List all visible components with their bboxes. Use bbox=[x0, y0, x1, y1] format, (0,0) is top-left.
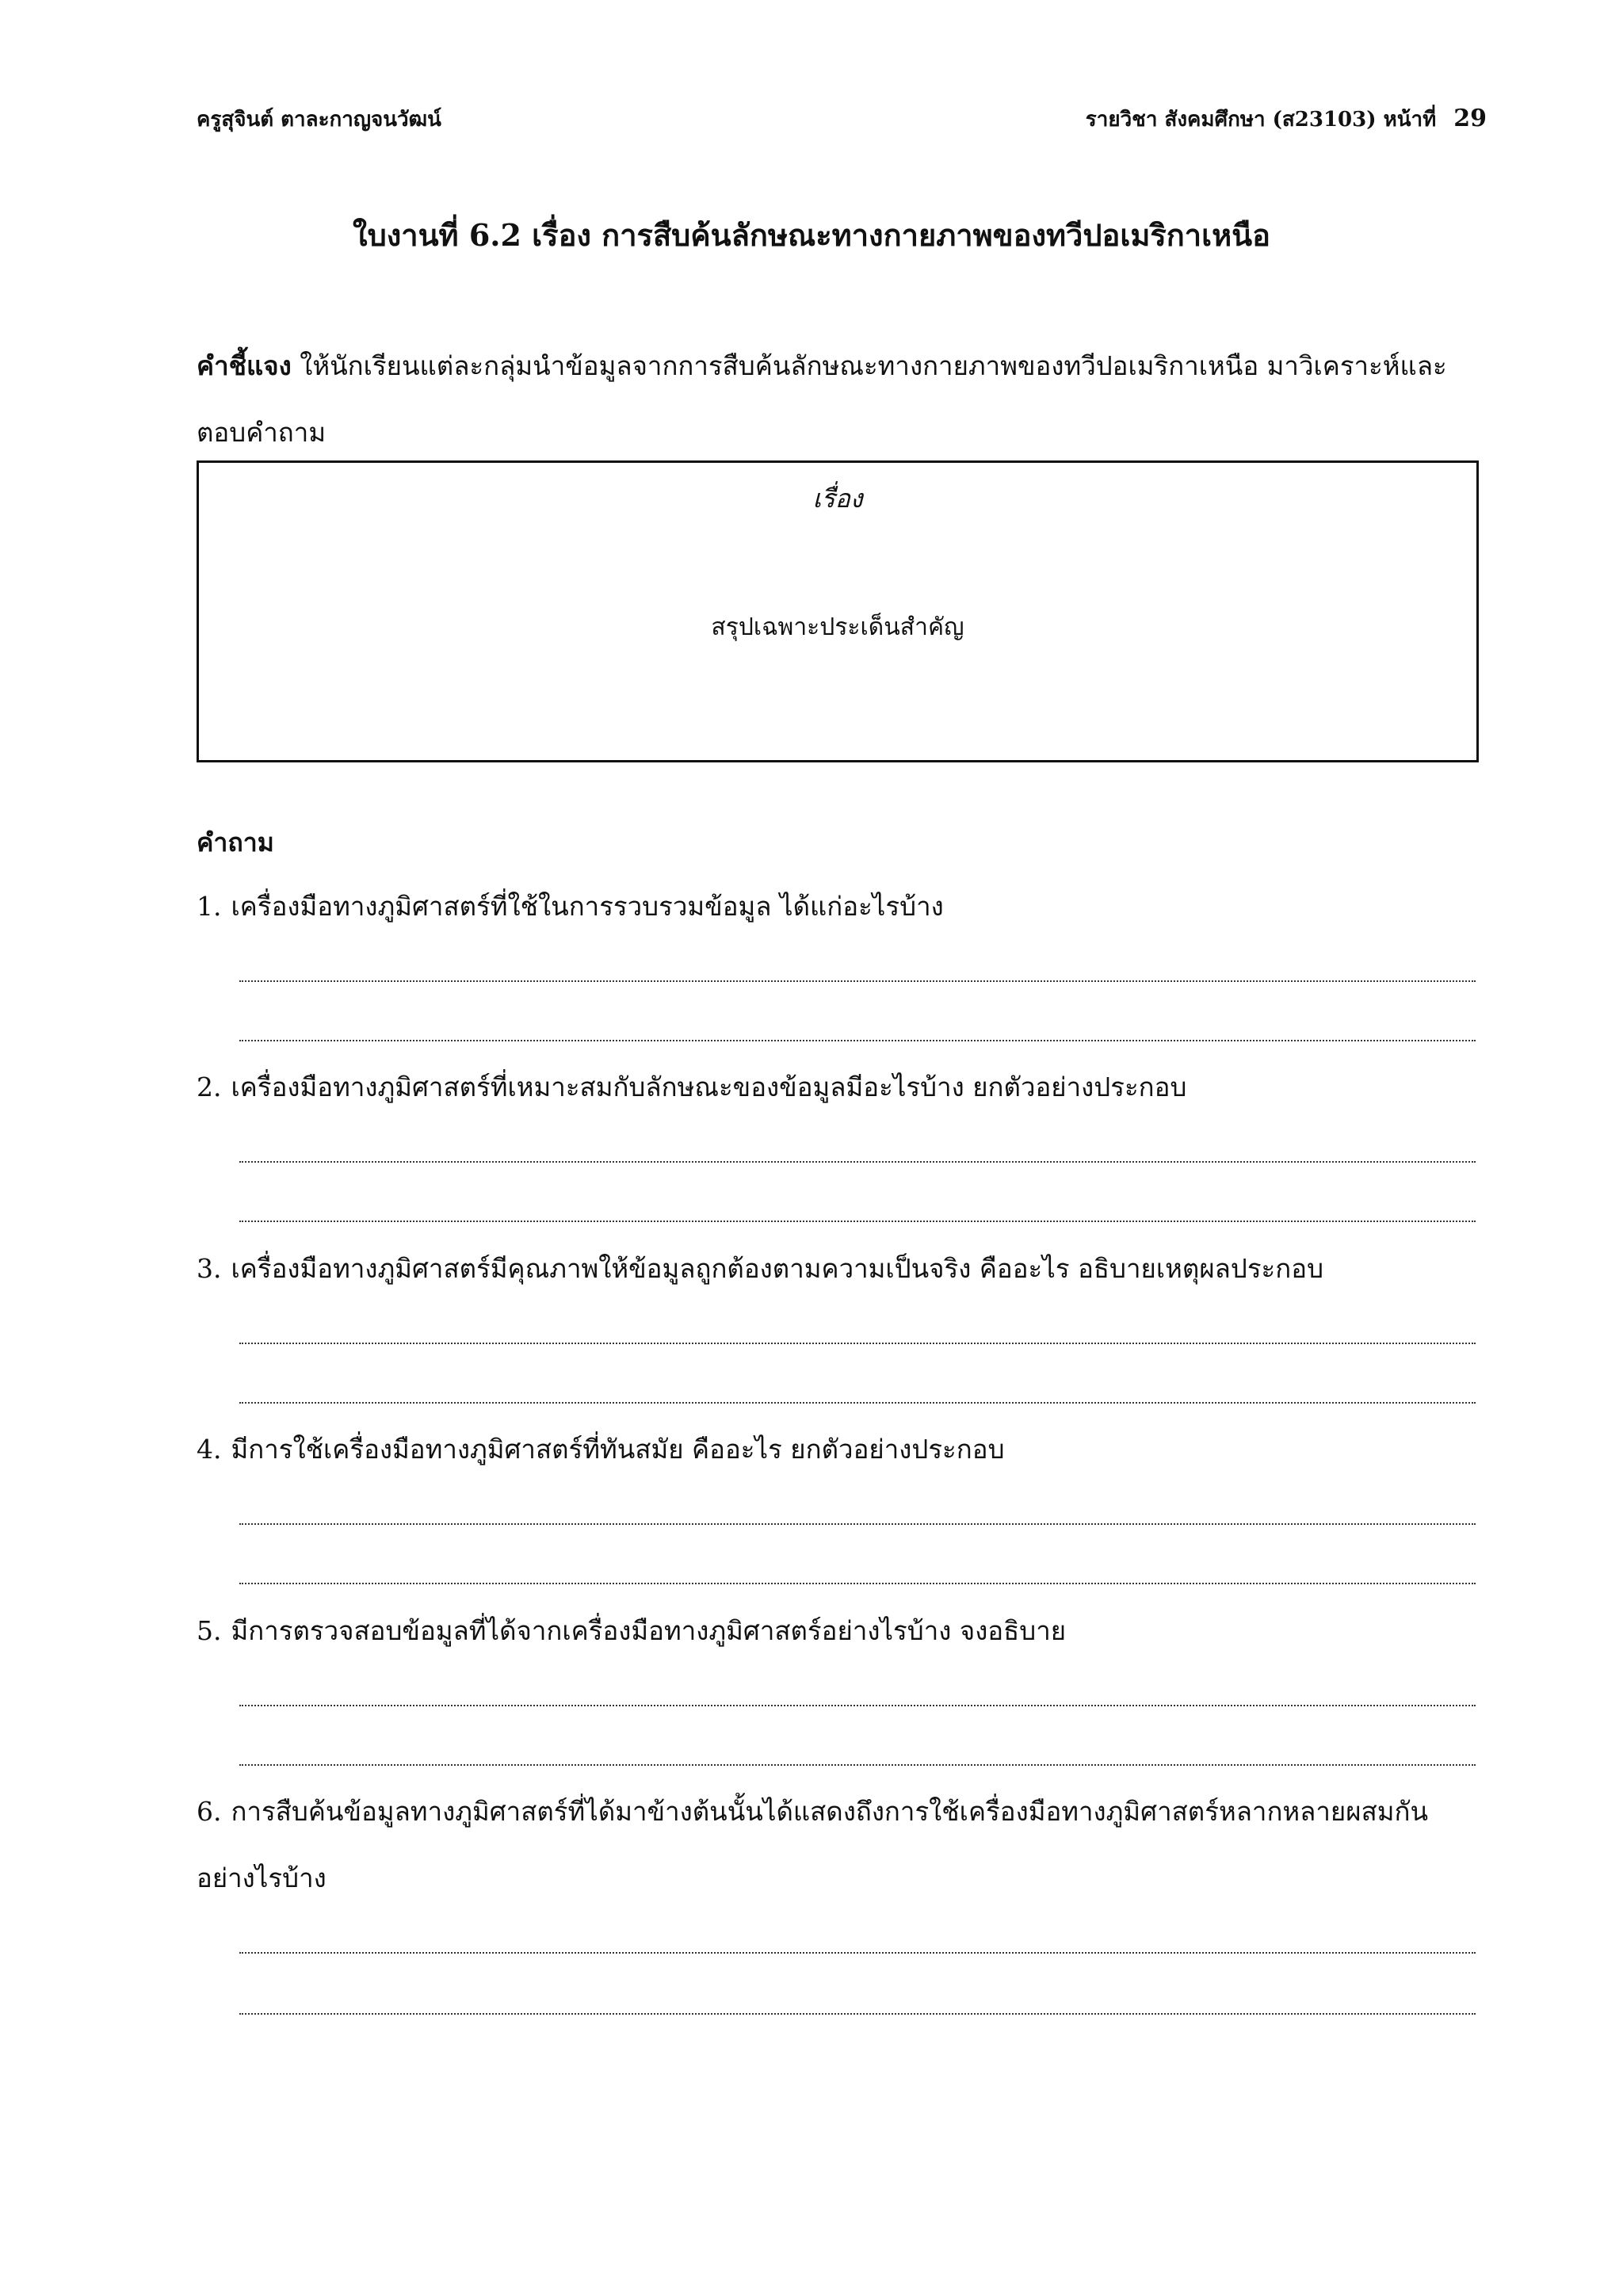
answer-line[interactable] bbox=[239, 2013, 1476, 2015]
question-3 bbox=[197, 1236, 1480, 1302]
question-text: มีการตรวจสอบข้อมูลที่ได้จากเครื่องมือทางภูมิศาสตร์อย่างไรบ้าง จงอธิบาย bbox=[231, 1615, 1067, 1646]
box-summary-label: สรุปเฉพาะประเด็นสำคัญ bbox=[711, 613, 964, 641]
page-number: 29 bbox=[1453, 105, 1487, 132]
question-2 bbox=[197, 1054, 1480, 1121]
question-5 bbox=[197, 1598, 1480, 1664]
question-number: 3. bbox=[197, 1253, 222, 1284]
box-topic-label: เรื่อง bbox=[812, 483, 863, 514]
answer-line[interactable] bbox=[239, 1343, 1476, 1344]
question-number: 1. bbox=[197, 891, 222, 922]
answer-line[interactable] bbox=[239, 1583, 1476, 1584]
instruction-text: ให้นักเรียนแต่ละกลุ่มนำข้อมูลจากการสืบค้นลักษณะทางกายภาพของทวีปอเมริกาเหนือ มาวิเคราะห์และตอบคำถาม bbox=[197, 350, 1447, 448]
question-number: 4. bbox=[197, 1434, 222, 1465]
worksheet-title: ใบงานที่ 6.2 เรื่อง การสืบค้นลักษณะทางกายภาพของทวีปอเมริกาเหนือ bbox=[353, 217, 1270, 253]
summary-box bbox=[197, 460, 1479, 762]
answer-line[interactable] bbox=[239, 1764, 1476, 1766]
question-number: 2. bbox=[197, 1072, 222, 1102]
answer-line[interactable] bbox=[239, 1402, 1476, 1404]
header-subject-label: รายวิชา สังคมศึกษา (ส23103) หน้าที่ bbox=[1085, 108, 1437, 132]
question-text: เครื่องมือทางภูมิศาสตร์มีคุณภาพให้ข้อมูลถูกต้องตามความเป็นจริง คืออะไร อธิบายเหตุผลประกอบ bbox=[231, 1253, 1324, 1284]
question-number: 6. bbox=[197, 1796, 222, 1827]
question-text: มีการใช้เครื่องมือทางภูมิศาสตร์ที่ทันสมัย คืออะไร ยกตัวอย่างประกอบ bbox=[231, 1434, 1005, 1465]
question-number: 5. bbox=[197, 1615, 222, 1646]
answer-line[interactable] bbox=[239, 1161, 1476, 1163]
answer-line[interactable] bbox=[239, 980, 1476, 982]
question-4 bbox=[197, 1416, 1480, 1483]
instruction-lead: คำชี้แจง bbox=[197, 350, 292, 381]
header-subject bbox=[1086, 103, 1487, 136]
question-6 bbox=[197, 1778, 1480, 1912]
question-1 bbox=[197, 873, 1480, 940]
header-author: ครูสุจินต์ ตาละกาญจนวัฒน์ bbox=[197, 108, 441, 132]
question-text: การสืบค้นข้อมูลทางภูมิศาสตร์ที่ได้มาข้างต้นนั้นได้แสดงถึงการใช้เครื่องมือทางภูมิศาสตร์หลากหลายผสมกันอย่างไรบ้าง bbox=[197, 1796, 1429, 1893]
answer-line[interactable] bbox=[239, 1952, 1476, 1954]
answer-line[interactable] bbox=[239, 1040, 1476, 1041]
question-text: เครื่องมือทางภูมิศาสตร์ที่เหมาะสมกับลักษณะของข้อมูลมีอะไรบ้าง ยกตัวอย่างประกอบ bbox=[231, 1072, 1187, 1102]
question-text: เครื่องมือทางภูมิศาสตร์ที่ใช้ในการรวบรวมข้อมูล ได้แก่อะไรบ้าง bbox=[231, 891, 944, 922]
instruction-paragraph bbox=[197, 333, 1480, 466]
answer-line[interactable] bbox=[239, 1523, 1476, 1525]
answer-line[interactable] bbox=[239, 1221, 1476, 1222]
questions-heading: คำถาม bbox=[197, 827, 274, 858]
answer-line[interactable] bbox=[239, 1705, 1476, 1706]
